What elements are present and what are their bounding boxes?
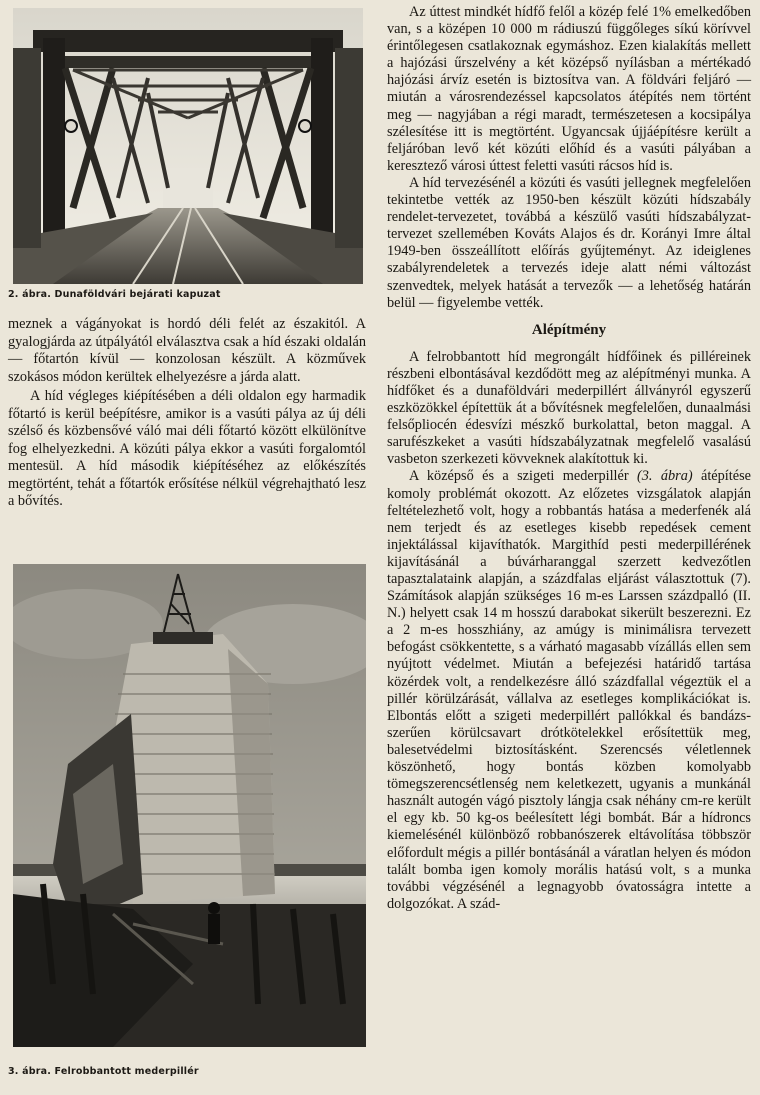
right-paragraph-4-rest: átépítése komoly problémát okozott. Az előzetes vizsgálatok alapján feltételezhető volt, hogy a robbantás hatása a mederfenék alá nem terjedt és az esetleges kisebb repedések cement injektálással kijavíthatók. Margithíd pesti mederpillérének kijavításánál a búvárharanggal szerzett kedvezőtlen tapasztalataink alapján, a százdfalas eljárást választottuk (7). Számítások alapján szükséges 16 m-es Larssen százdpalló (II. N.) helyett csak 14 m hosszú darabokat sikerült beszerezni. Ez a 2 m-es hosszhiány, az amúgy is minimálisra tervezett befogást csökkentette, s a várható magasabb vízállás ellen sem nyújtott védelmet. Miután a befejezési határidő tartása közérdek volt, a rendelkezésre álló százdfallal végeztük el a pillér körülzárását, vállalva az esetleges komplikációkat is. Elbontás előtt a szigeti mederpillért pallókkal és bandázs-szerűen körülcsavart drótkötelekkel erősítettük meg, balesetvédelmi biztosításként. Szerencsés véletlennek köszönhető, hogy bontás közben komolyabb tömegszerencsétlenség nem keletkezett, ugyanis a munkánál használt autogén vágó pisztoly lángja csak néhány cm-re került el egy kb. 50 kg-os beélesített légi bombát. Bár a hídroncs kiemelésénél különböző robbanószerek eltávolítása többször előfordult mégis a pillér bontásánál a váratlan helyen és módon talált bomba igen komoly morális hatású volt, s a munka további végzésénél a legnagyobb óvatosságra intette a dolgozókat. A szád- [387,468,751,912]
bridge-portal-illustration [13,8,363,284]
right-paragraph-4-start: A középső és a szigeti mederpillér [409,468,637,485]
section-heading: Alépítmény [531,321,607,338]
bridge-portal-photo [13,8,363,284]
right-paragraph-4 [387,468,751,912]
left-paragraph-1: meznek a vágányokat is hordó déli felét az északitól. A gyalogjárda az útpályától elválasztva csak a híd északi oldalán — főtartón kívül — konzolosan készült. A közművek szokásos módon kerültek elhelyezésre a járda alatt. [8,316,366,385]
left-column-text [8,316,366,511]
right-paragraph-3: A felrobbantott híd megrongált hídfőinek és pilléreinek részbeni elbontásával kezdődött meg az alépítményi munka. A hídfőket és a dunaföldvári mederpillért állványról egyszerű eszközökkel építettük át a bővítésnek megfelelően, dunaalmási felsőpliocén édesvízi mészkő burkolattal, beton maggal. A sarufészkeket a vasúti hídszabályzatnak megfelelő vasalású vasbeton szerkezeti kövveknek alakítottuk ki. [387,348,751,468]
right-paragraph-2: A híd tervezésénél a közúti és vasúti jellegnek megfelelően tekintetbe vették az 1950-ben készült közúti hídszabály rendelet-tervezetet, továbbá a készülő vasúti hídszabályzat-tervezet szellemében Kováts Alajos és dr. Korányi Imre által 1949-ben összeállított előírás gyűjteményt. Az ideiglenes szabályrendeletek a tervezés ideje alatt némi változást szenvedtek, melyek hatását a tervezők — a lehetőség határán belül — figyelembe vették. [387,174,751,311]
left-paragraph-2: A híd végleges kiépítésében a déli oldalon egy harmadik főtartó is kerül beépítésre, amikor is a vasúti pálya az új déli szélső és közbensővé váló mai déli főtartó között elkülönítve fog elhelyezkedni. A közúti pálya ekkor a vasúti forgalomtól mentesül. A híd második kiépítéséhez az előkészítés megtörtént, tehát a főtartók erősítése nélkül végrehajtható lesz a bővítés. [8,388,366,509]
destroyed-pier-illustration [13,564,366,1047]
figure-3-reference: (3. ábra) [637,468,693,485]
figure-2-caption: 2. ábra. Dunaföldvári bejárati kapuzat [8,289,221,300]
destroyed-pier-photo [13,564,366,1047]
right-column-text [387,4,751,913]
right-paragraph-1: Az úttest mindkét hídfő felől a közép felé 1% emelkedőben van, s a középen 10 000 m rádiuszú függőleges síkú körívvel érintőlegesen csatlakoznak egymáshoz. Ezen kialakítás mellett a hajózási űrszelvény a két középső nyílásban a mértékadó hajózási árvíz esetén is biztosítva van. A földvári feljáró — miután a városrendezéssel kapcsolatos átépítés nem történt meg — nagyjában a régi maradt, természetesen a kocsipálya szélesítése itt is megtörtént. Ugyancsak újjáépítésre került a feljáróban levő két közúti előhíd és a vasúti pályában a keresztező városi úttest feletti vasúti rácsos híd is. [387,4,751,174]
figure-3-caption: 3. ábra. Felrobbantott mederpillér [8,1066,199,1077]
